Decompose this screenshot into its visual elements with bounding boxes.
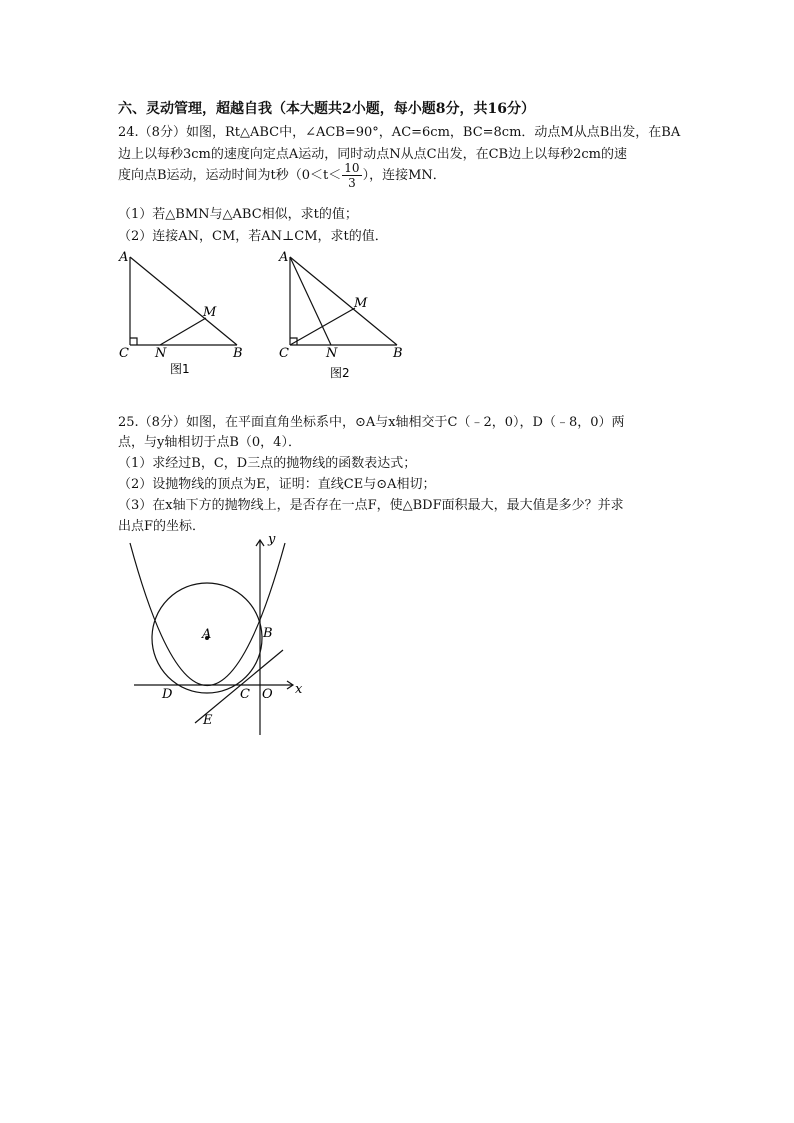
- figure-2: [270, 248, 420, 383]
- fig2-label-m: M: [354, 296, 368, 311]
- parabola: [130, 543, 285, 686]
- fig1-label-m: M: [203, 305, 217, 320]
- q24-line-3-pre: 度向点B运动，运动时间为t秒（0＜t＜: [118, 168, 342, 183]
- fraction-numerator: 10: [344, 161, 360, 175]
- fig1-segment-mn: [160, 318, 206, 345]
- fig25-label-c: C: [240, 687, 250, 702]
- q25-sub-3b: 出点F的坐标．: [118, 519, 206, 534]
- q25-sub-2: （2）设抛物线的顶点为E，证明：直线CE与⊙A相切；: [118, 477, 436, 492]
- time-fraction: [342, 161, 361, 190]
- q25-sub-1: （1）求经过B，C，D三点的抛物线的函数表达式；: [118, 456, 417, 471]
- figure-1: [110, 248, 260, 378]
- fig2-segment-an: [290, 257, 331, 345]
- fig2-side-ab: [290, 257, 397, 345]
- fig2-label-b: B: [393, 346, 403, 361]
- fig2-caption: 图2: [330, 366, 350, 380]
- fig2-label-c: C: [279, 346, 289, 361]
- fig2-label-n: N: [326, 346, 338, 361]
- fig25-label-a: A: [202, 627, 212, 642]
- fig1-label-a: A: [119, 250, 129, 265]
- fig1-label-n: N: [155, 346, 167, 361]
- q25-line-1: 25.（8分）如图，在平面直角坐标系中，⊙A与x轴相交于C（﹣2，0），D（﹣8，0）两: [118, 415, 625, 430]
- fig25-label-o: O: [262, 687, 273, 702]
- fig25-label-y: y: [268, 533, 276, 547]
- q24-sub-1: （1）若△BMN与△ABC相似，求t的值；: [118, 207, 358, 222]
- fig1-label-c: C: [119, 346, 129, 361]
- fig2-segment-cm: [290, 308, 355, 345]
- figure-25: [115, 533, 315, 738]
- fig25-label-b: B: [263, 626, 273, 641]
- fraction-denominator: 3: [348, 176, 356, 190]
- q24-line-3-post: ），连接MN．: [362, 168, 446, 183]
- q24-line-3: [118, 161, 446, 190]
- fig25-label-x: x: [295, 682, 303, 697]
- fig2-label-a: A: [279, 250, 289, 265]
- q25-line-2: 点，与y轴相切于点B（0，4）．: [118, 435, 301, 450]
- fig1-right-angle-mark: [130, 338, 137, 345]
- fig25-label-d: D: [162, 687, 173, 702]
- q24-line-2: 边上以每秒3cm的速度向定点A运动，同时动点N从点C出发，在CB边上以每秒2cm的速: [118, 147, 627, 162]
- q24-sub-2: （2）连接AN，CM，若AN⊥CM，求t的值．: [118, 229, 388, 244]
- section-title: 六、灵动管理，超越自我（本大题共2小题，每小题8分，共16分）: [118, 101, 535, 117]
- q24-line-1: 24.（8分）如图，Rt△ABC中，∠ACB=90°，AC=6cm，BC=8cm．动点M从点B出发，在BA: [118, 125, 681, 140]
- q25-sub-3a: （3）在x轴下方的抛物线上，是否存在一点F，使△BDF面积最大，最大值是多少？并求: [118, 498, 624, 513]
- fig1-caption: 图1: [170, 362, 190, 376]
- fig1-label-b: B: [233, 346, 243, 361]
- fig25-label-e: E: [203, 713, 213, 728]
